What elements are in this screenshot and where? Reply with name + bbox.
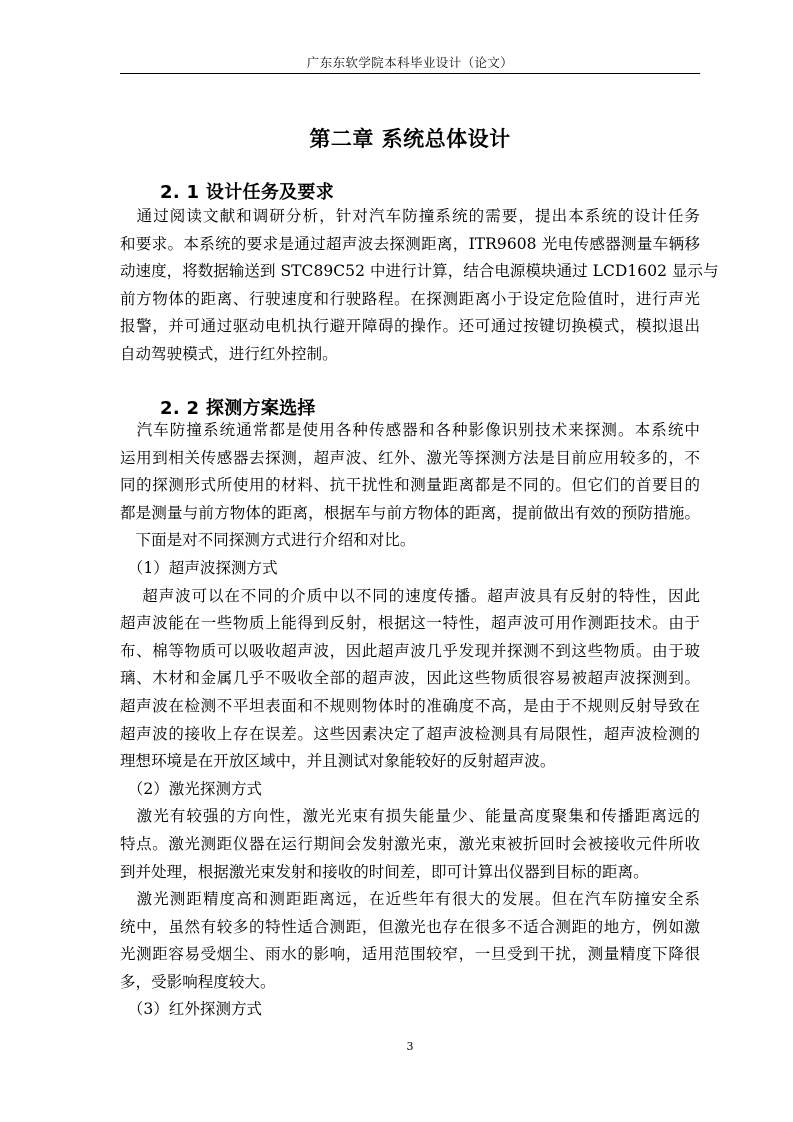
page-header: 广东东软学院本科毕业设计（论文） [306, 55, 514, 70]
section-title-2-1: 2. 1 设计任务及要求 [160, 182, 335, 203]
paragraph-line: 通过阅读文献和调研分析，针对汽车防撞系统的需要，提出本系统的设计任务 [120, 207, 700, 225]
paragraph-line: 下面是对不同探测方式进行介绍和对比。 [120, 531, 416, 550]
paragraph-line: 特点。激光测距仪器在运行期间会发射激光束，激光束被折回时会被接收元件所收 [120, 834, 700, 853]
paragraph-line: 激光测距精度高和测距距离远，在近些年有很大的发展。但在汽车防撞安全系 [120, 890, 700, 909]
paragraph-line: 和要求。本系统的要求是通过超声波去探测距离，ITR9608 光电传感器测量车辆移 [120, 234, 700, 253]
header-divider [120, 73, 700, 74]
subheading-laser: （2）激光探测方式 [120, 779, 263, 798]
paragraph-line: 激光有较强的方向性，激光光束有损失能量少、能量高度聚集和传播距离远的 [120, 807, 700, 826]
section-title-2-2: 2. 2 探测方案选择 [160, 398, 316, 419]
paragraph-line: 超声波在检测不平坦表面和不规则物体时的准确度不高，是由于不规则反射导致在 [120, 696, 700, 715]
paragraph-line: 理想环境是在开放区域中，并且测试对象能较好的反射超声波。 [120, 752, 556, 771]
page-number: 3 [406, 1040, 414, 1053]
paragraph-line: 光测距容易受烟尘、雨水的影响，适用范围较窄，一旦受到干扰，测量精度下降很 [120, 945, 700, 964]
section-2-2-body [120, 417, 700, 1024]
paragraph-line: 动速度，将数据输送到 STC89C52 中进行计算，结合电源模块通过 LCD1602 显示与 [120, 262, 719, 281]
subheading-infrared: （3）红外探测方式 [120, 1000, 263, 1019]
subheading-ultrasonic: （1）超声波探测方式 [120, 558, 278, 577]
paragraph-line: 运用到相关传感器去探测，超声波、红外、激光等探测方法是目前应用较多的，不 [120, 448, 700, 467]
paragraph-line: 璃、木材和金属几乎不吸收全部的超声波，因此这些物质很容易被超声波探测到。 [120, 669, 700, 688]
paragraph-line: 汽车防撞系统通常都是使用各种传感器和各种影像识别技术来探测。本系统中 [120, 421, 700, 439]
paragraph-line: 自动驾驶模式，进行红外控制。 [120, 344, 338, 363]
paragraph-line: 统中，虽然有较多的特性适合测距，但激光也存在很多不适合测距的地方，例如激 [120, 917, 700, 936]
chapter-title: 第二章 系统总体设计 [309, 127, 511, 151]
paragraph-line: 同的探测形式所使用的材料、抗干扰性和测量距离都是不同的。但它们的首要目的 [120, 476, 700, 495]
paragraph-line: 布、棉等物质可以吸收超声波，因此超声波几乎发现并探测不到这些物质。由于玻 [120, 641, 700, 660]
paragraph-line: 超声波的接收上存在误差。这些因素决定了超声波检测具有局限性，超声波检测的 [120, 724, 700, 743]
section-2-1-body [120, 203, 719, 369]
paragraph-line: 前方物体的距离、行驶速度和行驶路程。在探测距离小于设定危险值时，进行声光 [120, 289, 700, 308]
paragraph-line: 到并处理，根据激光束发射和接收的时间差，即可计算出仪器到目标的距离。 [120, 862, 649, 881]
paragraph-line: 超声波可以在不同的介质中以不同的速度传播。超声波具有反射的特性，因此 [120, 586, 700, 605]
paragraph-line: 多，受影响程度较大。 [120, 972, 276, 991]
paragraph-line: 超声波能在一些物质上能得到反射，根据这一特性，超声波可用作测距技术。由于 [120, 614, 700, 633]
paragraph-line: 报警，并可通过驱动电机执行避开障碍的操作。还可通过按键切换模式，模拟退出 [120, 317, 700, 336]
paragraph-line: 都是测量与前方物体的距离，根据车与前方物体的距离，提前做出有效的预防措施。 [120, 503, 700, 522]
